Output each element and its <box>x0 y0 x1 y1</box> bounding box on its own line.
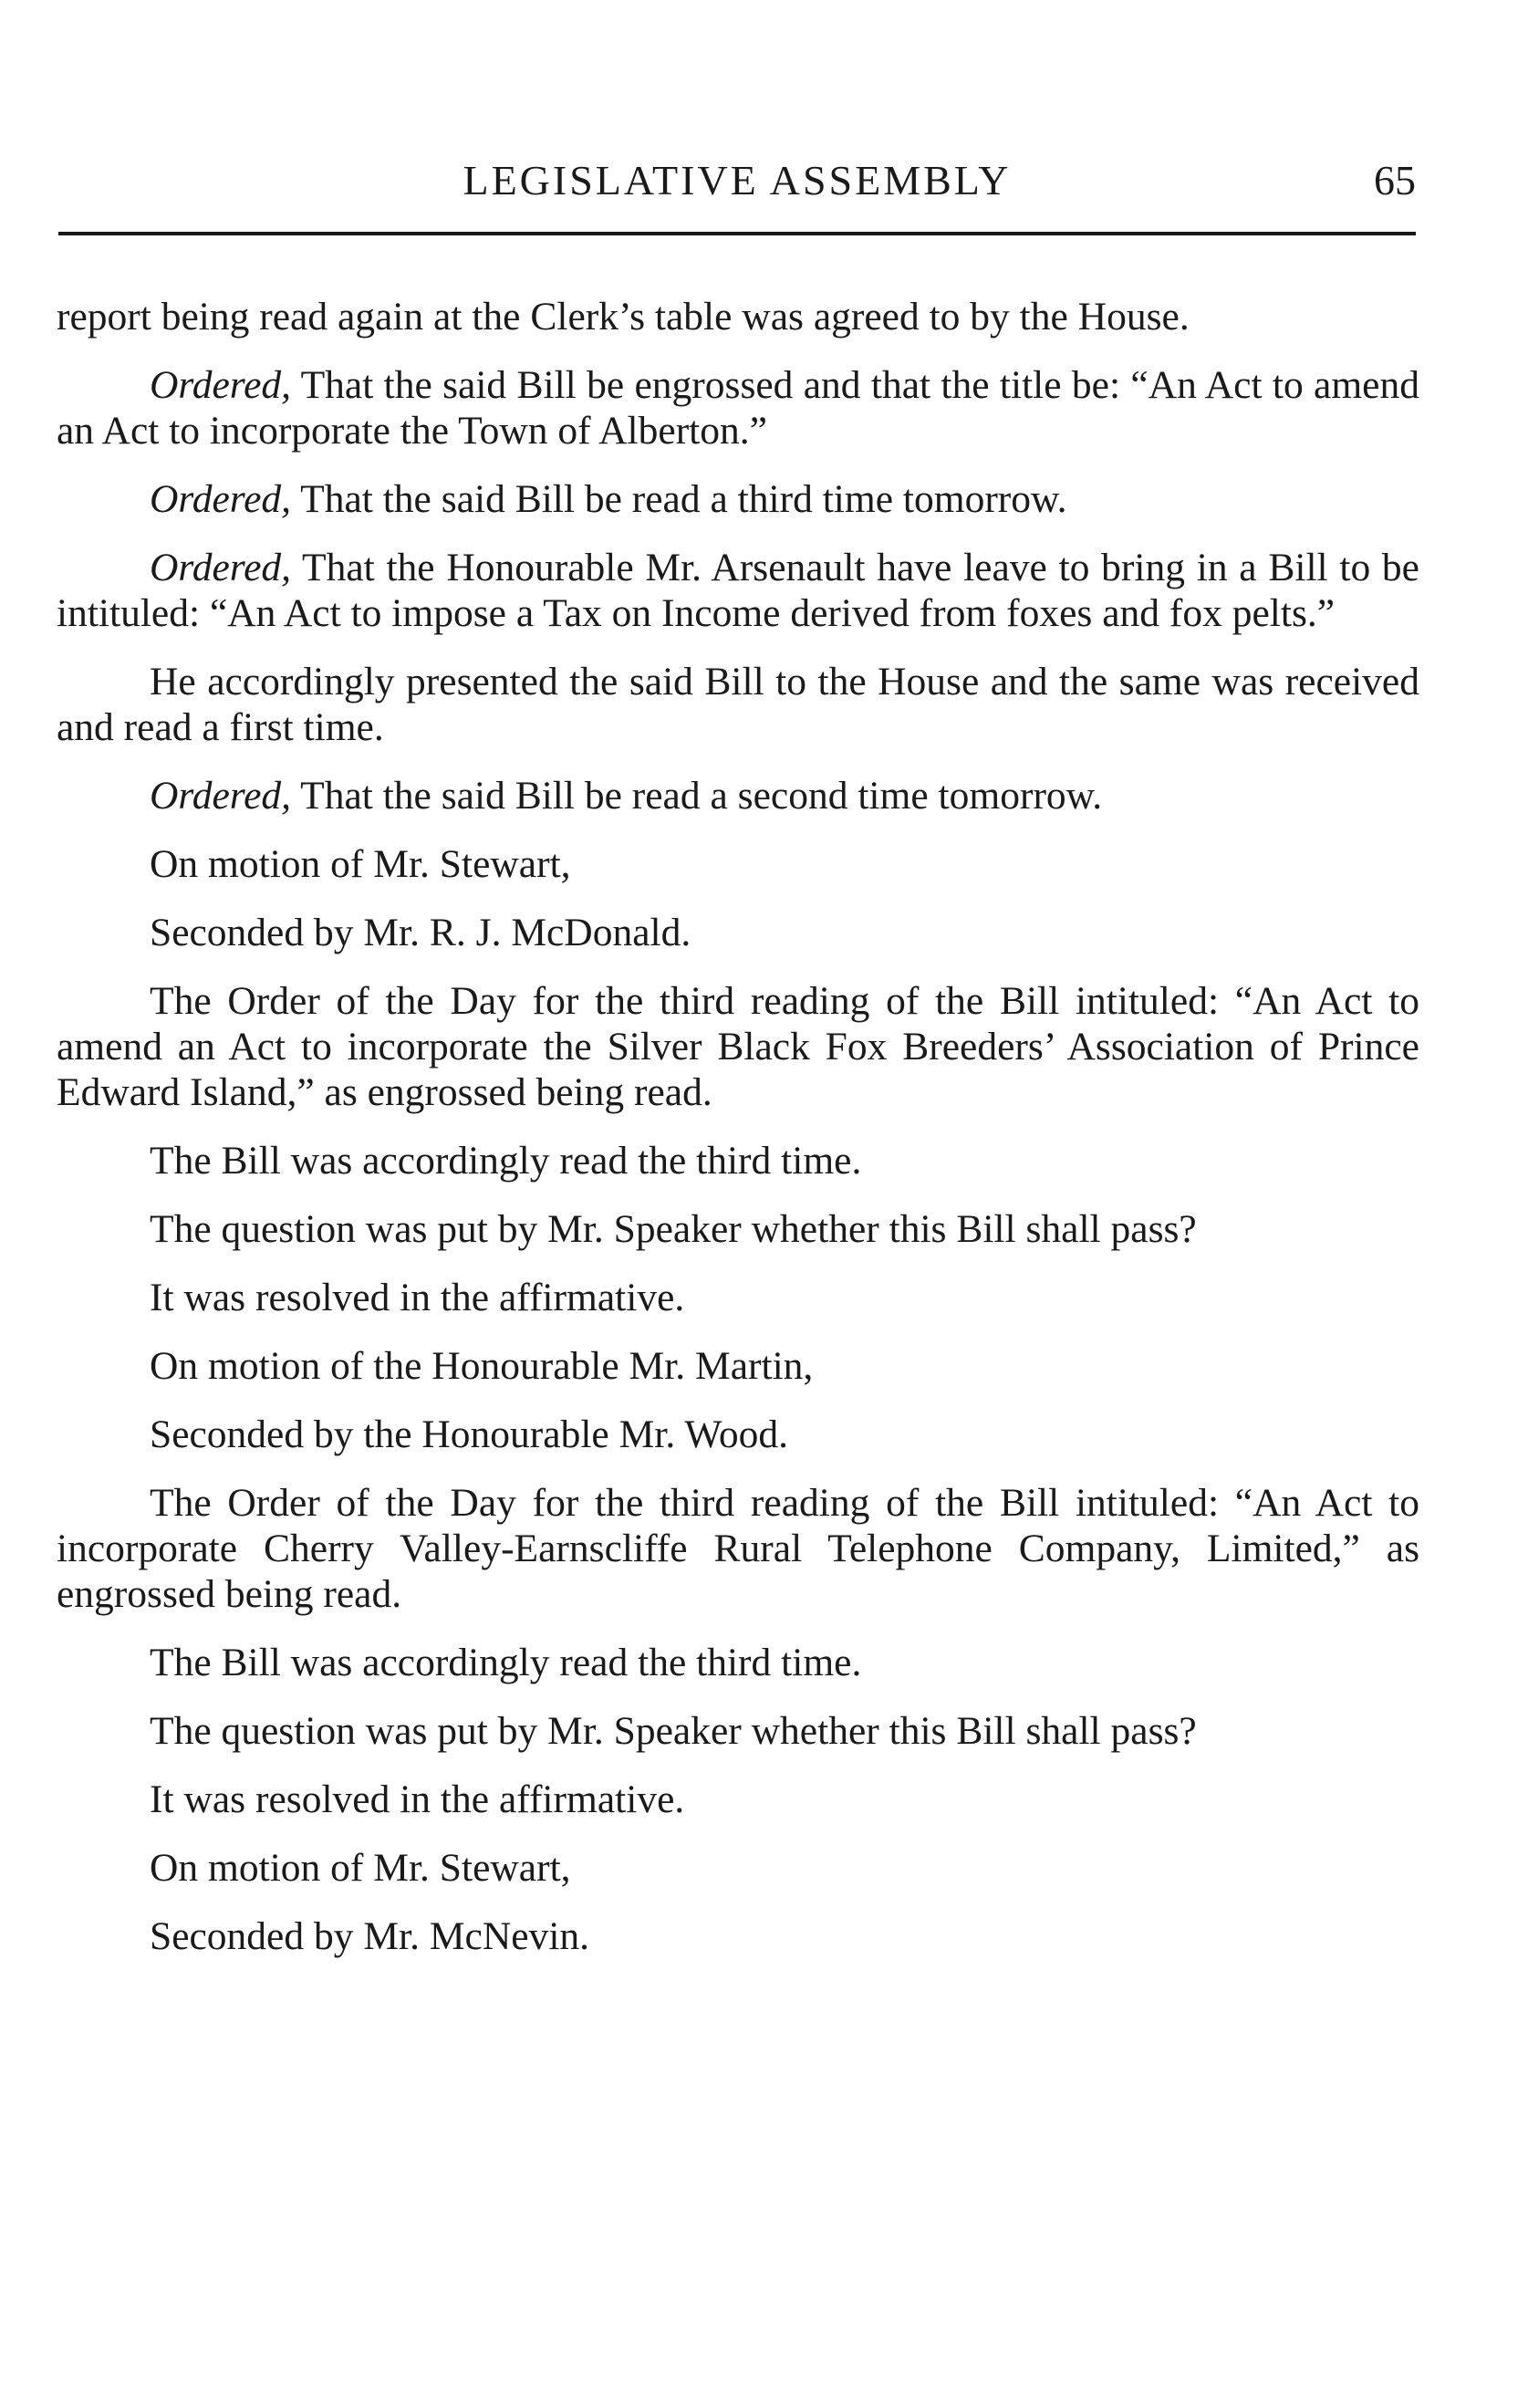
paragraph-text: Seconded by Mr. McNevin. <box>150 1914 590 1958</box>
paragraph <box>57 1708 1419 1754</box>
paragraph-lead: Ordered, <box>150 774 292 818</box>
paragraph <box>57 476 1419 522</box>
paragraph-text: The question was put by Mr. Speaker whether this Bill shall pass? <box>150 1709 1197 1753</box>
paragraph <box>57 1913 1419 1959</box>
paragraph-text: The Bill was accordingly read the third time. <box>150 1641 862 1684</box>
paragraph <box>57 1480 1419 1617</box>
paragraph-text: The Order of the Day for the third reading of the Bill intituled: “An Act to amend an Act to incorporate the Silver Black Fox Breeders’ Association of Prince Edward Island,” as engrossed being read. <box>57 979 1419 1114</box>
paragraph <box>57 978 1419 1115</box>
paragraph <box>57 362 1419 453</box>
running-title: LEGISLATIVE ASSEMBLY <box>463 157 1012 203</box>
paragraph-text: report being read again at the Clerk’s table was agreed to by the House. <box>57 295 1190 339</box>
paragraph-lead: Ordered, <box>150 363 292 407</box>
paragraph <box>57 1640 1419 1685</box>
header-rule <box>58 232 1416 235</box>
paragraph <box>57 1777 1419 1822</box>
paragraph-text: Seconded by the Honourable Mr. Wood. <box>150 1412 789 1456</box>
paragraph-text: On motion of Mr. Stewart, <box>150 1846 571 1890</box>
paragraph-lead: Ordered, <box>150 546 292 589</box>
paragraph-text: That the said Bill be read a third time tomorrow. <box>291 477 1067 521</box>
paragraph <box>57 659 1419 750</box>
paragraph <box>57 841 1419 887</box>
paragraph <box>57 1343 1419 1389</box>
page-number: 65 <box>1374 157 1416 203</box>
paragraph-text: On motion of Mr. Stewart, <box>150 842 571 886</box>
paragraph <box>57 910 1419 955</box>
paragraph <box>57 1412 1419 1457</box>
paragraph <box>57 773 1419 818</box>
paragraph-text: That the said Bill be engrossed and that the title be: “An Act to amend an Act to incorporate the Town of Alberton.” <box>57 363 1419 453</box>
paragraph-text: That the Honourable Mr. Arsenault have leave to bring in a Bill to be intituled: “An Act to impose a Tax on Income derived from foxes and fox pelts.” <box>57 546 1419 635</box>
paragraph <box>57 1206 1419 1252</box>
paragraph-text: It was resolved in the affirmative. <box>150 1276 685 1319</box>
paragraph <box>57 1275 1419 1320</box>
paragraph-lead: Ordered, <box>150 477 292 521</box>
paragraph-text: That the said Bill be read a second time tomorrow. <box>291 774 1103 818</box>
page-header <box>58 153 1416 208</box>
paragraph <box>57 294 1419 339</box>
paragraph-text: Seconded by Mr. R. J. McDonald. <box>150 911 691 954</box>
paragraph-text: He accordingly presented the said Bill to the House and the same was received and read a first time. <box>57 660 1419 749</box>
page-body <box>57 294 1419 1982</box>
paragraph <box>57 1845 1419 1891</box>
paragraph-text: The Order of the Day for the third reading of the Bill intituled: “An Act to incorporate Cherry Valley-Earnscliffe Rural Telephone Company, Limited,” as engrossed being read. <box>57 1481 1419 1616</box>
paragraph <box>57 1138 1419 1183</box>
paragraph-text: The question was put by Mr. Speaker whether this Bill shall pass? <box>150 1207 1197 1251</box>
paragraph-text: On motion of the Honourable Mr. Martin, <box>150 1344 814 1388</box>
paragraph-text: It was resolved in the affirmative. <box>150 1777 685 1821</box>
paragraph <box>57 545 1419 636</box>
paragraph-text: The Bill was accordingly read the third time. <box>150 1139 862 1183</box>
